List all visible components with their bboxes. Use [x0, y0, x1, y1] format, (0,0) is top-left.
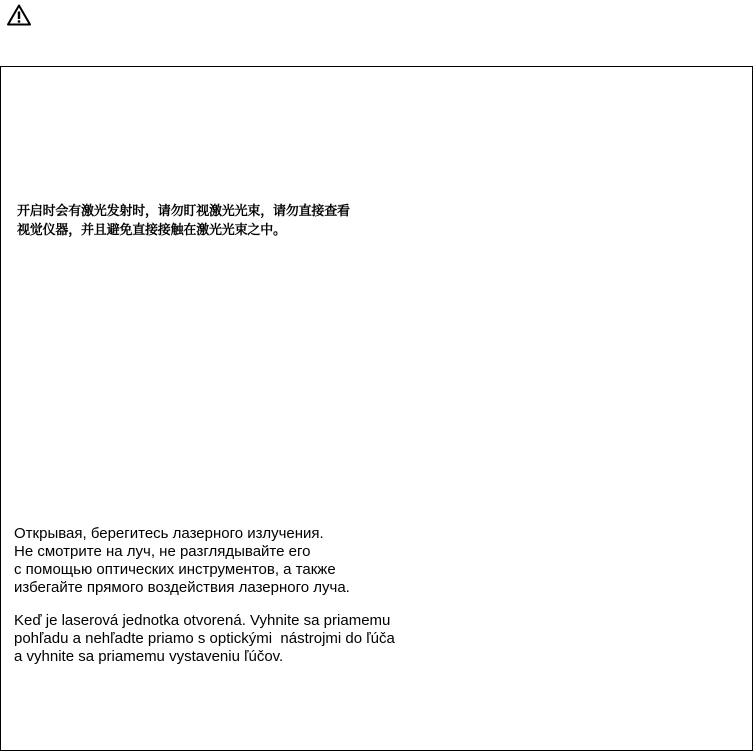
slovak-warning-line: Keď je laserová jednotka otvorená. Vyhnite sa priamemu	[14, 612, 391, 629]
slovak-warning-line: a vyhnite sa priamemu vystaveniu ľúčov.	[14, 648, 284, 665]
russian-warning-line: Открывая, берегитесь лазерного излучения.	[14, 525, 324, 542]
russian-warning-text	[14, 525, 350, 597]
russian-warning-line: избегайте прямого воздействия лазерного луча.	[14, 579, 350, 596]
chinese-warning-line: 视觉仪器，并且避免直接接触在激光光束之中。	[17, 223, 286, 238]
chinese-warning-line: 开启时会有激光发射时，请勿盯视激光光束，请勿直接查看	[17, 204, 350, 219]
chinese-warning-text	[17, 202, 350, 240]
russian-warning-line: с помощью оптических инструментов, а также	[14, 561, 336, 578]
slovak-warning-text	[14, 612, 395, 666]
russian-warning-line: Не смотрите на луч, не разглядывайте его	[14, 543, 311, 560]
slovak-warning-line: pohľadu a nehľadte priamo s optickými nástrojmi do ľúča	[14, 630, 395, 647]
warning-triangle-icon	[6, 3, 32, 27]
